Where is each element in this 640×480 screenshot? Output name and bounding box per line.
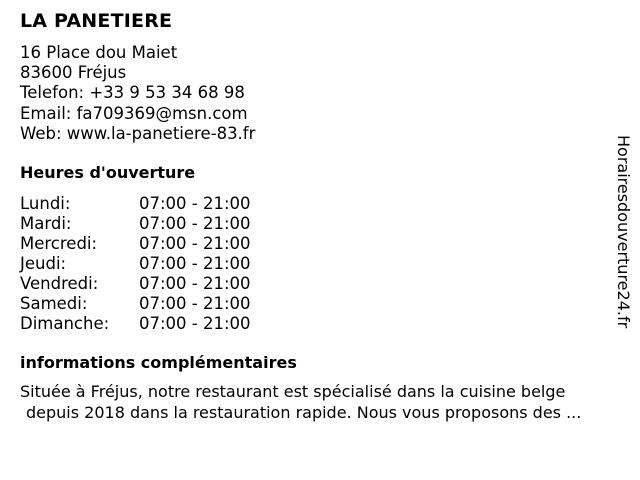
time-range: 07:00 - 21:00 — [139, 234, 251, 253]
day-label: Lundi: — [20, 194, 71, 213]
contact-block — [20, 43, 255, 144]
hours-row-tuesday — [20, 214, 280, 234]
day-label: Dimanche: — [20, 314, 110, 333]
business-name: LA PANETIERE — [20, 10, 173, 32]
address-city: 83600 Fréjus — [20, 63, 127, 83]
day-label: Mercredi: — [20, 234, 98, 253]
hours-row-wednesday — [20, 234, 280, 254]
time-range: 07:00 - 21:00 — [139, 274, 251, 293]
day-label: Vendredi: — [20, 274, 99, 293]
hours-table — [20, 194, 280, 334]
site-watermark: Horairesdouverture24.fr — [614, 135, 633, 329]
description-line: Située à Fréjus, notre restaurant est spécialisé dans la cuisine belge — [20, 382, 566, 401]
hours-row-monday — [20, 194, 280, 214]
website-url: Web: www.la-panetiere-83.fr — [20, 123, 256, 143]
time-range: 07:00 - 21:00 — [139, 314, 251, 333]
hours-row-saturday — [20, 294, 280, 314]
phone-number: Telefon: +33 9 53 34 68 98 — [20, 83, 245, 103]
day-label: Jeudi: — [20, 254, 67, 273]
day-label: Samedi: — [20, 294, 88, 313]
time-range: 07:00 - 21:00 — [139, 294, 251, 313]
info-heading: informations complémentaires — [20, 353, 297, 372]
time-range: 07:00 - 21:00 — [139, 194, 251, 213]
hours-row-sunday — [20, 314, 280, 334]
address-street: 16 Place dou Maiet — [20, 43, 178, 62]
hours-heading: Heures d'ouverture — [20, 163, 196, 182]
time-range: 07:00 - 21:00 — [139, 214, 251, 233]
email-address: Email: fa709369@msn.com — [20, 103, 248, 123]
hours-row-friday — [20, 274, 280, 294]
description-line: depuis 2018 dans la restauration rapide. Nous vous proposons des ... — [26, 403, 582, 422]
day-label: Mardi: — [20, 214, 72, 233]
hours-row-thursday — [20, 254, 280, 274]
time-range: 07:00 - 21:00 — [139, 254, 251, 273]
description-text — [20, 381, 632, 423]
